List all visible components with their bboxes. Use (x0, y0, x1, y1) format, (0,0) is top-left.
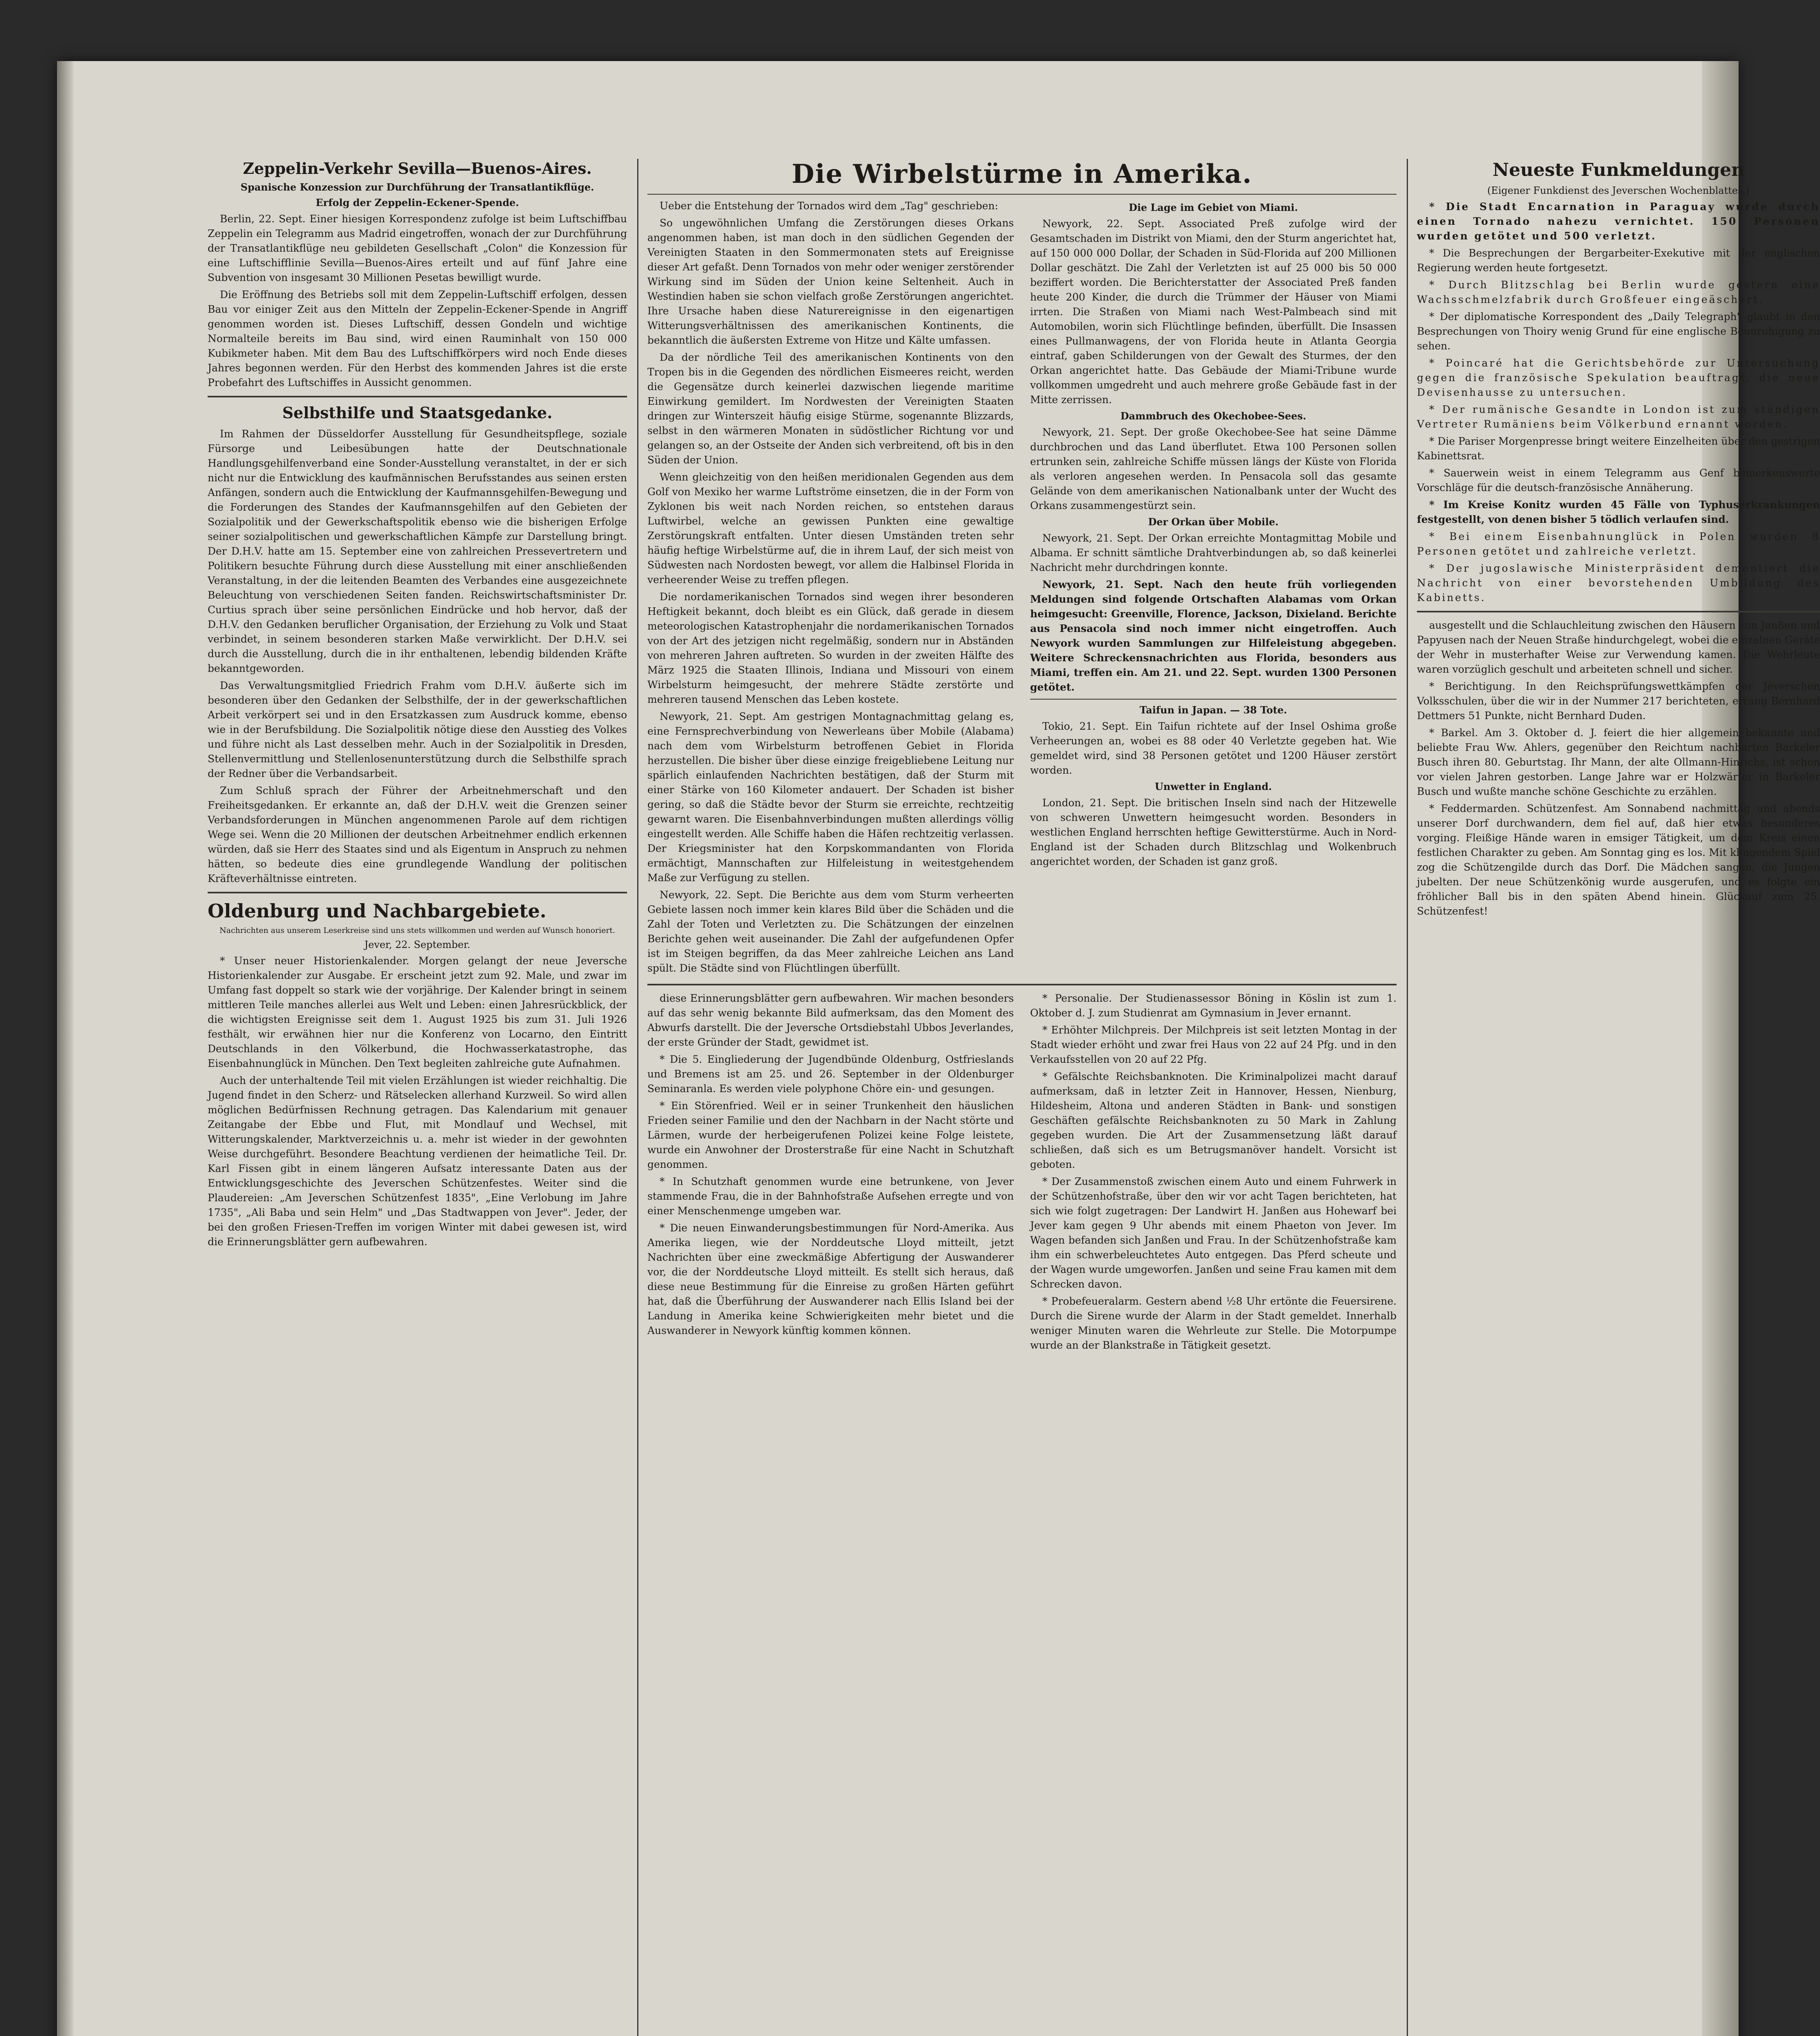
paragraph: Auch der unterhaltende Teil mit vielen Erzählungen ist wieder reichhaltig. Die Jugend findet in den Scherz- und Rätselecken allerhand Kurzweil. So wird allen möglichen Bedürfnissen Rechnung getragen. Das Kalendarium mit genauer Zeitangabe der Ebbe und Flut, mit Mondlauf und Wechsel, mit Witterungskalender, Marktverzeichnis u. a. mehr ist wieder in der gewohnten Weise durchgeführt. Besondere Beachtung verdienen der heimatliche Teil. Dr. Karl Fissen gibt in einem längeren Aufsatz interessante Daten aus der Entwicklungsgeschichte des Jeverschen Schützenfestes. Weiter sind die Plaudereien: „Am Jeverschen Schützenfest 1835", „Eine Verlobung im Jahre 1735", „Ali Baba und sein Helm" und „Das Stadtwappen von Jever". Jeder, der bei den großen Friesen-Treffen im vorigen Winter mit dabei gewesen ist, wird die Erinnerungsblätter gern aufbewahren. (208, 1075, 627, 1248)
paragraph: Newyork, 21. Sept. Am gestrigen Montagnachmittag gelang es, eine Fernsprechverbindung von Newerleans über Mobile (Alabama) nach dem vom Wirbelsturm betroffenen Gebiet in Florida herzustellen. Die bisher über diese einzige freigebliebene Leitung nur spärlich einlaufenden Nachrichten bestätigen, daß der Sturm mit einer Stärke von 160 Kilometer andauert. Der Schaden ist bisher gering, so daß die Städte bevor der Sturm sie erreichte, rechtzeitig gewarnt waren. Die Eisenbahnverbindungen mußten allerdings völlig eingestellt werden. Alle Schiffe haben die Häfen rechtzeitig verlassen. Der Kriegsminister hat den Korpskommandanten von Florida ermächtigt, Mannschaften zur Hilfeleistung in weitestgehendem Maße zur Verfügung zu stellen. (647, 711, 1014, 884)
paragraph: Da der nördliche Teil des amerikanischen Kontinents von den Tropen bis in die Gegenden des nördlichen Eismeeres reicht, werden die Gegensätze durch keinerlei dazwischen liegende maritime Einwirkung gemildert. Im Nordwesten der Vereinigten Staaten dringen zur Winterszeit häufig eisige Stürme, sogenannte Blizzards, selbst in den wärmeren Monaten in südöstlicher Richtung vor und gelangen so, an der Ostseite der Anden sich verbreitend, oft bis in den Süden der Union. (647, 351, 1014, 466)
paragraph: * Im Kreise Konitz wurden 45 Fälle von Typhuserkrankungen festgestellt, von denen bisher 5 tödlich verlaufen sind. (1417, 499, 1820, 525)
paragraph: * Probefeueralarm. Gestern abend ½8 Uhr ertönte die Feuersirene. Durch die Sirene wurde der Alarm in der Stadt gemeldet. Innerhalb weniger Minuten waren die Wehrleute zur Stelle. Die Motorpumpe wurde an der Blankstraße in Tätigkeit gesetzt. (1030, 1295, 1397, 1351)
article-selbsthilfe (208, 403, 627, 886)
right-column (1417, 159, 1820, 921)
subheading: Unwetter in England. (1155, 781, 1272, 792)
paragraph: Im Rahmen der Düsseldorfer Ausstellung für Gesundheitspflege, soziale Fürsorge und Leibesübungen hatte der Deutschnationale Handlungsgehilfenverband eine Sonder-Ausstellung veranstaltet, in der er sich nicht nur die Entwicklung des kaufmännischen Berufsstandes aus seinen ersten Anfängen, sondern auch die Entwicklung der Kaufmannsgehilfen-Bewegung und die Forderungen des Standes der Kaufmannsgehilfen auf den Gebieten der Sozialpolitik und der Gewerkschaftspolitik ebenso wie die bisherigen Erfolge seiner sozialpolitischen und gewerkschaftlichen Kämpfe zur Darstellung bringt. Der D.H.V. hatte am 15. September eine von zahlreichen Pressevertretern und Politikern besuchte Führung durch diese Ausstellung mit einer anschließenden Veranstaltung, in der die leitenden Beamten des Verbandes eine ausgezeichnete Beleuchtung von verschiedenen Seiten fanden. Reichswirtschaftsminister Dr. Curtius sprach über seine persönlichen Eindrücke und hob hervor, daß der D.H.V. den Gedanken beruflicher Organisation, der Erziehung zu Volk und Staat verbindet, in seinem besonderen starken Maße verwirklicht. Der D.H.V. sei durch die Ausstellung, durch die in ihr enthaltenen, lebendig bildenden Kräfte bekanntgeworden. (208, 428, 627, 674)
left-column (208, 159, 627, 1252)
tornado-left (647, 199, 1014, 978)
column-rule (1407, 159, 1408, 2036)
paragraph: * Der rumänische Gesandte in London ist zum ständigen Vertreter Rumäniens beim Völkerbund ernannt worden. (1417, 404, 1820, 430)
paragraph: * Bei einem Eisenbahnunglück in Polen wurden 8 Personen getötet und zahlreiche verletzt. (1417, 531, 1820, 557)
paragraph: Tokio, 21. Sept. Ein Taifun richtete auf der Insel Oshima große Verheerungen an, wobei es 88 oder 40 Verletzte gegeben hat. Wie gemeldet wird, sind 38 Personen getötet und 1200 Häuser zerstört worden. (1030, 720, 1397, 776)
paragraph: Newyork, 22. Sept. Die Berichte aus dem vom Sturm verheerten Gebiete lassen noch immer kein klares Bild über die Schäden und die Zahl der Toten und Verletzten zu. Die Schätzungen der einzelnen Berichte gehen weit auseinander. Die Zahl der aufgefundenen Opfer ist im Steigen begriffen, da das Meer zahlreiche Leichen ans Land spült. Die Städte sind von Flüchtlingen überfüllt. (647, 889, 1014, 974)
section-rule (208, 396, 627, 397)
paragraph: Die Eröffnung des Betriebs soll mit dem Zeppelin-Luftschiff erfolgen, dessen Bau vor einiger Zeit aus den Mitteln der Zeppelin-Eckener-Spende in Angriff genommen worden ist. Dieses Luftschiff, dessen Gondeln und wichtige Normalteile bereits im Bau sind, wird einen Rauminhalt von 150 000 Kubikmeter haben. Mit dem Bau des Luftschiffkörpers wird noch Ende dieses Jahres begonnen werden. Für den Herbst des kommenden Jahres ist die erste Probefahrt des Luftschiffes in Aussicht genommen. (208, 289, 627, 388)
article-subtitle: Erfolg der Zeppelin-Eckener-Spende. (316, 197, 519, 208)
paragraph: * Die 5. Eingliederung der Jugendbünde Oldenburg, Ostfrieslands und Bremens ist am 25. und 26. September in der Oldenburger Seminaranla. Es werden viele polyphone Chöre ein- und gesungen. (647, 1053, 1014, 1095)
paragraph: diese Erinnerungsblätter gern aufbewahren. Wir machen besonders auf das sehr wenig bekannte Bild aufmerksam, das den Moment des Abwurfs darstellt. Die der Jeversche Ortsdiebstahl Ubbos Jeverlandes, der erste Gründer der Stadt, gewidmet ist. (647, 992, 1014, 1048)
section-rule (208, 892, 627, 893)
paragraph: Newyork, 21. Sept. Der große Okechobee-See hat seine Dämme durchbrochen und das Land überflutet. Etwa 100 Personen sollen ertrunken sein, zahlreiche Schiffe müssen längs der Küste von Florida als verloren angesehen werden. In Pensacola soll das gesamte Gelände von dem amerikanischen Nationalbank unter der Wucht des Orkans zusammengestürzt sein. (1030, 426, 1397, 511)
paragraph: * Die Stadt Encarnation in Paraguay wurde durch einen Tornado nahezu vernichtet. 150 Personen wurden getötet und 500 verletzt. (1417, 201, 1820, 242)
paragraph: * Die Pariser Morgenpresse bringt weitere Einzelheiten über den gestrigen Kabinettsrat. (1417, 435, 1820, 462)
headline-rule (647, 194, 1397, 195)
paragraph: Newyork, 21. Sept. Der Orkan erreichte Montagmittag Mobile und Albama. Er schnitt sämtliche Drahtverbindungen ab, so daß keinerlei Nachricht mehr durchdringen konnte. (1030, 532, 1397, 573)
paragraph: * Personalie. Der Studienassessor Böning in Köslin ist zum 1. Oktober d. J. zum Studienrat am Gymnasium in Jever ernannt. (1030, 992, 1397, 1019)
divider (1030, 699, 1397, 700)
paragraph: Ueber die Entstehung der Tornados wird dem „Tag" geschrieben: (660, 200, 998, 212)
paragraph: * In Schutzhaft genommen wurde eine betrunkene, von Jever stammende Frau, die in der Bahnhofstraße Aufsehen erregte und von einer Menschenmenge umgeben war. (647, 1176, 1014, 1217)
subheading: Die Lage im Gebiet von Miami. (1129, 202, 1298, 213)
paragraph: * Durch Blitzschlag bei Berlin wurde gestern eine Wachsschmelzfabrik durch Großfeuer eingeäschert. (1417, 279, 1820, 305)
paragraph: Zum Schluß sprach der Führer der Arbeitnehmerschaft und den Freiheitsgedanken. Er erkannte an, daß der D.H.V. weit die Grenzen seiner Verbandsforderungen in München angenommenen Parole auf dem richtigen Wege sei. Wenn die 20 Millionen der deutschen Arbeitnehmer endlich erkennen würden, daß sie Herr des Staates sind und als Eigentum in Anspruch zu nehmen hätten, so bedeute dies eine grundlegende Wandlung der politischen Kräfteverhältnisse eintreten. (208, 785, 627, 884)
paragraph: So ungewöhnlichen Umfang die Zerstörungen dieses Orkans angenommen haben, ist man doch in den südlichen Gegenden der Vereinigten Staaten in den Sommermonaten stets auf Ereignisse dieser Art gefaßt. Denn Tornados von mehr oder weniger zerstörender Wirkung sind im Süden der Union keine Seltenheit. Auch in Westindien haben sie schon vielfach große Zerstörungen angerichtet. Ihre Ursache haben diese Naturereignisse in den eigenartigen Witterungsverhältnissen des amerikanischen Kontinents, die bekanntlich die äußersten Extreme von Hitze und Kälte umfassen. (647, 217, 1014, 346)
tornado-article (647, 199, 1397, 978)
article-subtitle: Spanische Konzession zur Durchführung der Transatlantikflüge. (240, 181, 594, 193)
section-title: Oldenburg und Nachbargebiete. (208, 900, 546, 922)
local-news (647, 991, 1397, 1355)
tornado-right (1030, 199, 1397, 978)
section-rule (647, 984, 1397, 985)
paragraph: ausgestellt und die Schlauchleitung zwischen den Häusern von Janßen und Papyusen nach der Neuen Straße hindurchgelegt, wobei die einzelnen Geräte der Wehr in musterhafter Weise zur Verwendung kamen. Die Wehrleute waren vorzüglich geschult und arbeiteten schnell und sicher. (1417, 619, 1820, 675)
paragraph: * Feddermarden. Schützenfest. Am Sonnabend nachmittag und abends unserer Dorf durchwandern, dem fiel auf, daß hier etwas besonderes vorging. Fleißige Hände waren in emsiger Tätigkeit, um dem Kreis einen festlichen Charakter zu geben. Am Sonntag ging es los. Mit klingendem Spiel zog die Schützengilde durch das Dorf. Die Mädchen sangen, die Jungen jubelten. Der neue Schützenkönig wurde ausgerufen, und es folgte ein fröhlicher Ball bis in den späten Abend hinein. Glückauf zum 25. Schützenfest! (1417, 803, 1820, 917)
article-zeppelin (208, 159, 627, 390)
paragraph: * Der jugoslawische Ministerpräsident dementiert die Nachricht von einer bevorstehenden Umbildung des Kabinetts. (1417, 562, 1820, 603)
paragraph: Newyork, 21. Sept. Nach den heute früh vorliegenden Meldungen sind folgende Ortschaften Alabamas vom Orkan heimgesucht: Greenville, Florence, Jackson, Dixieland. Berichte aus Pensacola sind noch immer nicht eingetroffen. Auch Newyork wurden Sammlungen zur Hilfeleistung abgegeben. Weitere Schreckensnachrichten aus Florida, besonders aus Miami, treffen ein. Am 21. und 22. Sept. wurden 1300 Personen getötet. (1030, 579, 1397, 693)
paragraph: * Ein Störenfried. Weil er in seiner Trunkenheit den häuslichen Frieden seiner Familie und den der Nachbarn in der Nacht störte und Lärmen, wurde der herbeigerufenen Polizei keine Folge leistete, wurde ein Anwohner der Drosterstraße für eine Nacht in Schutzhaft genommen. (647, 1100, 1014, 1170)
paragraph: * Die Besprechungen der Bergarbeiter-Exekutive mit der englischen Regierung werden heute fortgesetzt. (1417, 247, 1820, 274)
section-oldenburg (208, 899, 627, 1249)
paragraph: Newyork, 22. Sept. Associated Preß zufolge wird der Gesamtschaden im Distrikt von Miami, den der Sturm angerichtet hat, auf 150 000 000 Dollar, der Schaden in Süd-Florida auf 200 Millionen Dollar geschätzt. Die Zahl der Verletzten ist auf 25 000 bis 50 000 beziffert worden. Die Berichterstatter der Associated Preß fanden heute 200 Kinder, die durch die Trümmer der Häuser von Miami irrten. Die Straßen von Miami nach West-Palmbeach sind mit Automobilen, worin sich Flüchtlinge befinden, überfüllt. Die Insassen eines Pullmanwagens, der von Florida heute in Atlanta Georgia eintraf, gaben Schilderungen von der Gewalt des Sturmes, der den Orkan angerichtet hatte. Das Gebäude der Miami-Tribune wurde vollkommen umgedreht und auch mehrere große Gebäude fast in der Mitte zerrissen. (1030, 218, 1397, 406)
dateline: Jever, 22. September. (364, 939, 471, 950)
paragraph: Wenn gleichzeitig von den heißen meridionalen Gegenden aus dem Golf von Mexiko her warme Luftströme einsetzen, die in der Form von Zyklonen bis weit nach Norden reichen, so entstehen daraus Luftwirbel, welche an gewissen Punkten eine gewaltige Zerstörungskraft entfalten. Unter diesen Umständen treten sehr häufig heftige Wirbelstürme auf, die in ihrem Lauf, der sich meist von Südwesten nach Nordosten bewegt, vor allem die Halbinsel Florida in verheerender Weise zu treffen pflegen. (647, 471, 1014, 586)
subheading: Taifun in Japan. — 38 Tote. (1139, 704, 1287, 716)
paragraph: * Unser neuer Historienkalender. Morgen gelangt der neue Jeversche Historienkalender zur Ausgabe. Er erscheint jetzt zum 92. Male, und zwar im Umfang fast doppelt so stark wie der vorjährige. Der Kalender bringt in seinem mittleren Teile manches allerlei aus Welt und Leben: einen Jahresrückblick, der die wichtigsten Ereignisse seit dem 1. August 1925 bis zum 31. Juli 1926 festhält, wir erwähnen hier nur die Konferenz von Locarno, den Eintritt Deutschlands in den Völkerbund, die Hochwasserkatastrophe, das Eisenbahnunglück in München. Den Text begleiten zahlreiche gute Aufnahmen. (208, 955, 627, 1069)
main-headline: Die Wirbelstürme in Amerika. (792, 159, 1252, 189)
paragraph: * Die neuen Einwanderungsbestimmungen für Nord-Amerika. Aus Amerika liegen, wie der Norddeutsche Lloyd mitteilt, jetzt Nachrichten über eine zweckmäßige Abfertigung der Auswanderer vor, die der Norddeutsche Lloyd mitteilt. Es stellt sich heraus, daß diese neue Bestimmung für die Einreise zu großen Härten geführt hat, daß die Überführung der Auswanderer nach Ellis Island bei der Landung in Amerika keine Schwierigkeiten mehr bietet und die Auswanderer in Newyork künftig kommen können. (647, 1222, 1014, 1336)
paragraph: Berlin, 22. Sept. Einer hiesigen Korrespondenz zufolge ist beim Luftschiffbau Zeppelin ein Telegramm aus Madrid eingetroffen, wonach der zur Durchführung der Transatlantikflüge neu gebildeten Gesellschaft „Colon" die Konzession für eine Luftschifflinie Sevilla—Buenos-Aires erteilt und auf fünf Jahre eine Subvention von insgesamt 30 Millionen Pesetas bewilligt wurde. (208, 213, 627, 283)
newspaper-page (57, 61, 1820, 2036)
section-note: Nachrichten aus unserem Leserkreise sind uns stets willkommen und werden auf Wunsch honoriert. (219, 926, 615, 935)
center-column (647, 159, 1397, 1355)
paragraph: * Erhöhter Milchpreis. Der Milchpreis ist seit letzten Montag in der Stadt wieder erhöht und zwar frei Haus von 22 auf 24 Pfg. und in den Verkaufsstellen von 20 auf 22 Pfg. (1030, 1024, 1397, 1065)
paragraph: Die nordamerikanischen Tornados sind wegen ihrer besonderen Heftigkeit bekannt, doch bleibt es ein Glück, daß gerade in diesem meteorologischen Katastrophenjahr die nordamerikanischen Tornados von der Art des jetzigen nicht regelmäßig, sondern nur in Abständen von mehreren Jahren auftreten. So wurden in der zweiten Hälfte des März 1925 die Staaten Illinois, Indiana und Missouri von einem Wirbelsturm heimgesucht, der mehrere Städte zerstörte und mehreren tausend Menschen das Leben kostete. (647, 591, 1014, 705)
local-news-right (1030, 991, 1397, 1355)
paragraph: * Poincaré hat die Gerichtsbehörde zur Untersuchung gegen die französische Spekulation beauftragt, die neue Devisenhausse zu untersuchen. (1417, 357, 1820, 398)
section-rule (1417, 611, 1820, 612)
funk-source: (Eigener Funkdienst des Jeverschen Wochenblattes.) (1487, 185, 1750, 196)
article-title: Zeppelin-Verkehr Sevilla—Buenos-Aires. (243, 159, 592, 178)
book-binding-edge (57, 61, 73, 2036)
paragraph: * Der diplomatische Korrespondent des „Daily Telegraph" glaubt in den Besprechungen von Thoiry wenig Grund für eine englische Beunruhigung zu sehen. (1417, 311, 1820, 352)
local-news-left (647, 991, 1014, 1355)
paragraph: London, 21. Sept. Die britischen Inseln sind nach der Hitzewelle von schweren Unwettern heimgesucht worden. Besonders in westlichen England herrschten heftige Gewitterstürme. Auch in Nord-England ist der Schaden durch Blitzschlag und Wolkenbruch angerichtet worden, der Schaden ist ganz groß. (1030, 797, 1397, 867)
subheading: Der Orkan über Mobile. (1148, 516, 1279, 528)
paragraph: * Sauerwein weist in einem Telegramm aus Genf bemerkenswerte Vorschläge für die deutsch-französische Annäherung. (1417, 467, 1820, 494)
funk-title: Neueste Funkmeldungen (1492, 160, 1745, 180)
paragraph: * Berichtigung. In den Reichsprüfungswettkämpfen der Jeverschen Volksschulen, über die wir in der Nummer 217 berichteten, errang Bernhard Dettmers 51 Punkte, nicht Bernhard Duden. (1417, 680, 1820, 722)
paragraph: * Barkel. Am 3. Oktober d. J. feiert die hier allgemein bekannte und beliebte Frau Ww. Ahlers, gegenüber den Reichtum nachbarten Barkeler Busch ihren 80. Geburtstag. Ihr Mann, der alte Ollmann-Hinrichs, ist schon vor vielen Jahren gestorben. Lange Jahre war er Holzwärter in Barkeler Busch und wußte manche schöne Geschichte zu erzählen. (1417, 727, 1820, 797)
column-rule (637, 159, 638, 2036)
article-title: Selbsthilfe und Staatsgedanke. (282, 404, 553, 422)
paragraph: * Der Zusammenstoß zwischen einem Auto und einem Fuhrwerk in der Schützenhofstraße, über den wir vor acht Tagen berichteten, hat sich wie folgt zugetragen: Der Landwirt H. Janßen aus Hohewarf bei Jever kam gegen 9 Uhr abends mit einem Phaeton von Jever. Im Wagen befanden sich Janßen und Frau. In der Schützenhofstraße kam ihm ein schwerbeleuchtetes Auto entgegen. Das Pferd scheute und der Wagen wurde umgeworfen. Janßen und seine Frau kamen mit dem Schrecken davon. (1030, 1176, 1397, 1290)
subheading: Dammbruch des Okechobee-Sees. (1120, 410, 1307, 422)
paragraph: Das Verwaltungsmitglied Friedrich Frahm vom D.H.V. äußerte sich im besonderen über den Gedanken der Selbsthilfe, der in der gewerkschaftlichen Arbeit verkörpert sei und in den Ersatzkassen zum Ausdruck komme, ebenso wie in der Berufsbildung. Die Sozialpolitik nötige diese den Ausstieg des Volkes und führe nicht als Last desselben mehr. Auch in der Sozialpolitik in Dresden, Stellenvermittlung und Stellenlosenunterstützung durch die Selbsthilfe sprach der Redner über die Verbandsarbeit. (208, 680, 627, 779)
paragraph: * Gefälschte Reichsbanknoten. Die Kriminalpolizei macht darauf aufmerksam, daß in letzter Zeit in Hannover, Hessen, Nienburg, Hildesheim, Altona und anderen Städten in Bank- und sonstigen Geschäften gefälschte Reichsbanknoten zu 50 Mark in Zahlung gegeben wurden. Die Art der Zusammensetzung läßt darauf schließen, daß sich es um Betrugsmanöver handelt. Vorsicht ist geboten. (1030, 1071, 1397, 1170)
